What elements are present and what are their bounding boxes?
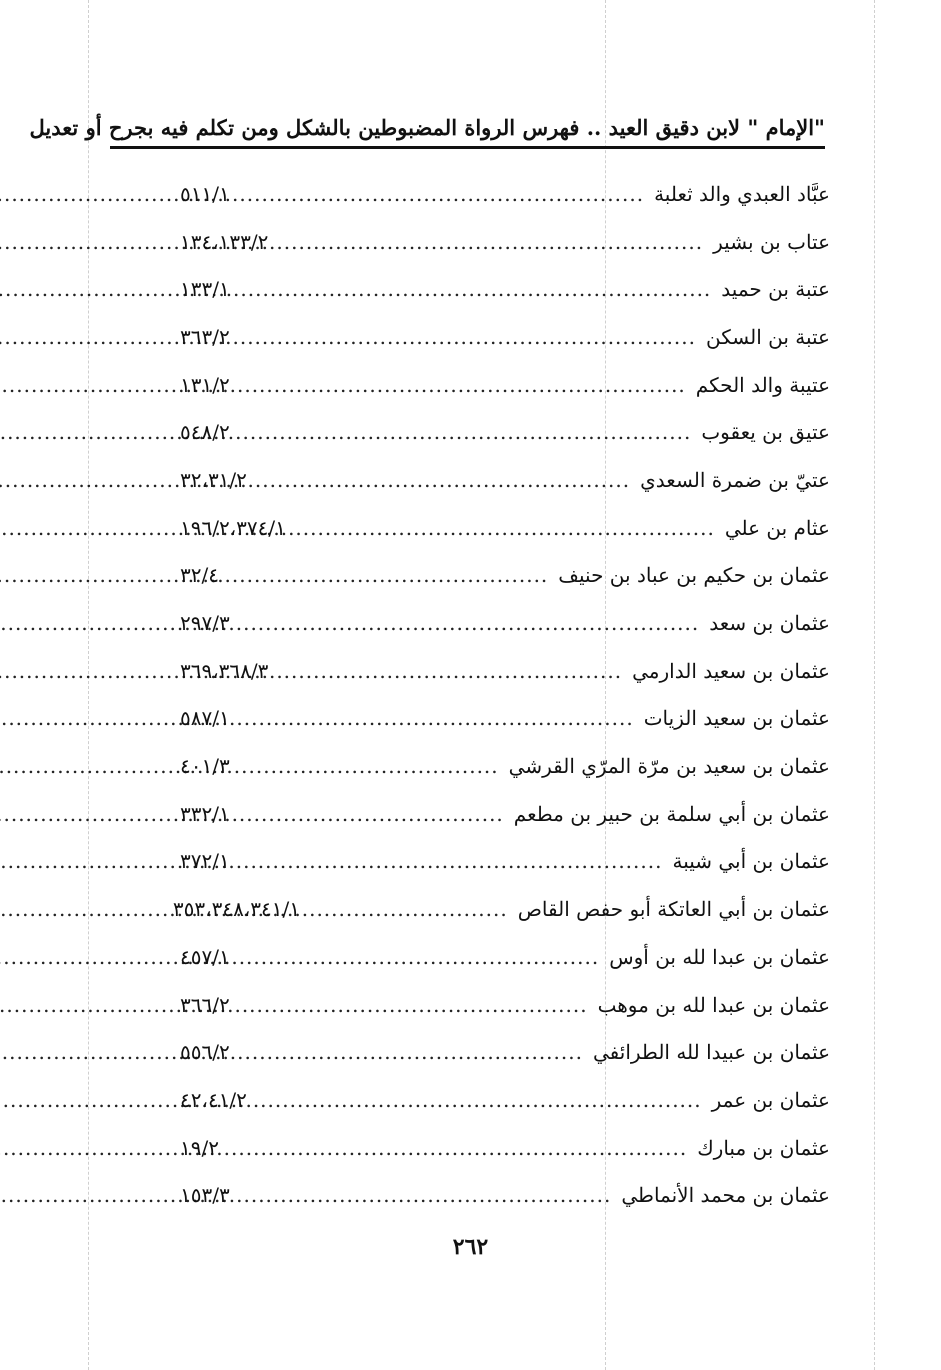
volume-page-reference: ٢٩٧/٣	[180, 611, 230, 636]
dot-leader	[312, 277, 711, 301]
index-entry	[180, 313, 830, 361]
index-entry	[180, 1076, 830, 1124]
index-entry	[180, 742, 830, 790]
index-entry	[180, 218, 830, 266]
narrator-name: عتيبة والد الحكم	[695, 372, 830, 397]
index-entry	[180, 456, 830, 504]
volume-page-reference: ٥٨٧/١	[180, 706, 230, 731]
dot-leader	[312, 1088, 702, 1112]
index-entry	[180, 933, 830, 981]
dot-leader	[312, 1136, 687, 1160]
dot-leader	[312, 1040, 583, 1064]
volume-page-reference: ٥١١/١	[180, 181, 230, 206]
dot-leader	[312, 420, 691, 444]
dot-leader	[312, 945, 599, 969]
narrator-name: عثمان بن عبدا لله بن موهب	[597, 992, 830, 1017]
narrator-name: عثام بن علي	[724, 515, 830, 540]
volume-page-reference: ٣٦٦/٢	[180, 992, 230, 1017]
narrator-name: عتبة بن السكن	[706, 324, 830, 349]
dot-leader	[312, 897, 508, 921]
index-entry	[180, 695, 830, 743]
volume-page-reference: ٥٤٨/٢	[180, 420, 230, 445]
index-entry	[180, 1171, 830, 1219]
volume-page-reference: ٥٥٦/٢	[180, 1040, 230, 1065]
narrator-name: عتيق بن يعقوب	[701, 420, 830, 445]
narrator-name: عثمان بن حكيم بن عباد بن حنيف	[558, 563, 830, 588]
narrator-name: عثمان بن أبي سلمة بن حبير بن مطعم	[513, 801, 830, 826]
volume-page-reference: ١٣٣/١	[180, 277, 230, 302]
narrator-name: عثمان بن أبي شيبة	[672, 849, 830, 874]
volume-page-reference: ١٩٦/٢،٣٧٤/١	[180, 515, 286, 540]
narrator-name: عثمان بن عبيدا لله الطرائفي	[592, 1040, 830, 1065]
index-entry	[172, 885, 830, 933]
index-entry	[180, 408, 830, 456]
narrator-name: عثمان بن سعيد الدارمي	[632, 658, 830, 683]
index-entry	[180, 1028, 830, 1076]
narrator-name: عثمان بن سعيد الزيات	[643, 706, 830, 731]
narrator-name: عتيّ بن ضمرة السعدي	[640, 467, 830, 492]
dot-leader	[312, 182, 644, 206]
index-entry	[180, 1124, 830, 1172]
dot-leader	[312, 659, 622, 683]
dot-leader	[312, 993, 588, 1017]
page-header: "الإمام " لابن دقيق العيد .. فهرس الرواة المضبوطين بالشكل ومن تكلم فيه بجرح أو تعديل	[110, 110, 825, 149]
volume-page-reference: ٣٣٢/١	[180, 801, 230, 826]
index-entry	[180, 265, 830, 313]
volume-page-reference: ٤٠١/٣	[180, 754, 230, 779]
volume-page-reference: ٣٥٣،٣٤٨،٣٤١/١	[172, 897, 300, 922]
index-entry	[180, 838, 830, 886]
dot-leader	[312, 754, 499, 778]
narrator-name: عتبة بن حميد	[721, 277, 830, 302]
dot-leader	[312, 706, 634, 730]
narrator-name: عثمان بن سعد	[709, 611, 830, 636]
narrator-name: عثمان بن أبي العاتكة أبو حفص القاص	[517, 897, 830, 922]
volume-page-reference: ٣٦٩،٣٦٨/٣	[180, 658, 269, 683]
volume-page-reference: ٣٢/٤	[180, 563, 219, 588]
volume-page-reference: ٣٧٢/١	[180, 849, 230, 874]
narrator-name: عثمان بن عبدا لله بن أوس	[609, 944, 830, 969]
dot-leader	[312, 611, 699, 635]
index-entry	[180, 790, 830, 838]
narrator-name: عبَّاد العبدي والد ثعلبة	[654, 181, 830, 206]
narrator-name: عتاب بن بشير	[713, 229, 830, 254]
volume-page-reference: ١٥٣/٣	[180, 1183, 230, 1208]
dot-leader	[312, 373, 686, 397]
narrator-name: عثمان بن مبارك	[697, 1135, 830, 1160]
index-entry	[180, 361, 830, 409]
dot-leader	[312, 1183, 611, 1207]
dot-leader	[312, 230, 703, 254]
index-entry	[180, 504, 830, 552]
dot-leader	[312, 468, 630, 492]
narrator-name: عثمان بن محمد الأنماطي	[621, 1183, 830, 1208]
scan-guide-line	[874, 0, 875, 1370]
index-entry	[180, 981, 830, 1029]
dot-leader	[312, 802, 504, 826]
volume-page-reference: ٣٦٣/٢	[180, 324, 230, 349]
index-entry	[180, 599, 830, 647]
volume-page-reference: ١٣١/٢	[180, 372, 230, 397]
volume-page-reference: ٤٥٧/١	[180, 944, 230, 969]
volume-page-reference: ١٩/٢	[180, 1135, 219, 1160]
dot-leader	[312, 516, 715, 540]
index-entry	[180, 647, 830, 695]
volume-page-reference: ٣٢،٣١/٢	[180, 467, 247, 492]
page-number: ٢٦٢	[452, 1234, 489, 1260]
volume-page-reference: ٤٢،٤١/٢	[180, 1087, 247, 1112]
index-list	[172, 170, 830, 1220]
narrator-name: عثمان بن عمر	[711, 1087, 830, 1112]
dot-leader	[312, 849, 662, 873]
volume-page-reference: ١٣٤،١٣٣/٢	[180, 229, 269, 254]
narrator-name: عثمان بن سعيد بن مرّة المرّي القرشي	[508, 754, 830, 779]
dot-leader	[312, 563, 548, 587]
index-entry	[180, 170, 830, 218]
index-entry	[180, 552, 830, 600]
dot-leader	[312, 325, 696, 349]
